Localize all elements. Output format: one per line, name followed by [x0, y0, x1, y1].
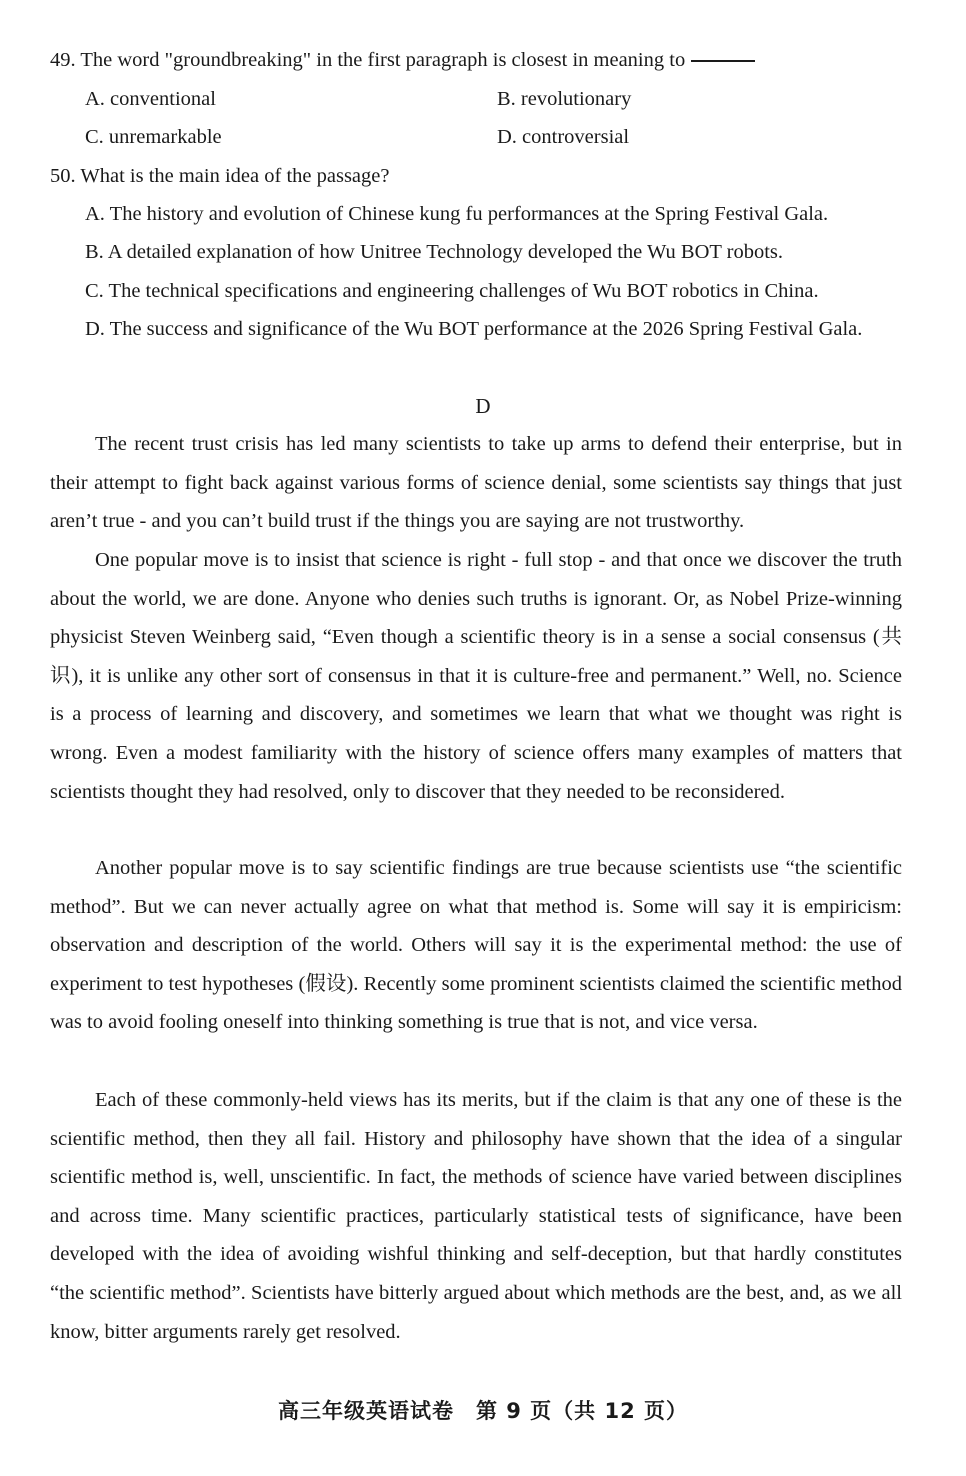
question-49-option-d: D. controversial: [497, 126, 630, 148]
question-49-option-a: A. conventional: [85, 88, 216, 110]
passage-paragraph-2: One popular move is to insist that science is right - full stop - and that once we discover the truth about the world, we are done. Anyone who denies such truths is ignorant. Or, as Nobel Prize-winning physicist Steven Weinberg said, “Even though a scientific theory is in a sense a social consensus (共识), it is unlike any other sort of consensus in that it is culture-free and permanent.” Well, no. Science is a process of learning and discovery, and sometimes we learn that what we thought was right is wrong. Even a modest familiarity with the history of science offers many examples of matters that scientists thought they had resolved, only to discover that they needed to be reconsidered.: [50, 549, 902, 803]
section-heading: D: [475, 394, 491, 418]
answer-blank: [691, 60, 755, 62]
question-50-option-c: C. The technical specifications and engineering challenges of Wu BOT robotics in China.: [85, 280, 819, 302]
question-50-option-b: B. A detailed explanation of how Unitree Technology developed the Wu BOT robots.: [85, 241, 784, 263]
question-49-option-c: C. unremarkable: [85, 126, 222, 148]
question-49-option-b: B. revolutionary: [497, 88, 632, 110]
passage-paragraph-3: Another popular move is to say scientific findings are true because scientists use “the scientific method”. But we can never actually agree on what that method is. Some will say it is empiricism: observation and description of the world. Others will say it is the experimental method: the use of experiment to test hypotheses (假设). Recently some prominent scientists claimed the scientific method was to avoid fooling oneself into thinking something is true that is not, and vice versa.: [50, 857, 902, 1034]
question-50-stem: 50. What is the main idea of the passage?: [50, 165, 390, 187]
page-footer: 高三年级英语试卷 第 9 页（共 12 页）: [277, 1399, 689, 1423]
passage-paragraph-4: Each of these commonly-held views has its merits, but if the claim is that any one of these is the scientific method, then they all fail. History and philosophy have shown that the idea of a singular scientific method is, well, unscientific. In fact, the methods of science have varied between disciplines and across time. Many scientific practices, particularly statistical tests of significance, have been developed with the idea of avoiding wishful thinking and self-deception, but that hardly constitutes “the scientific method”. Scientists have bitterly argued about which methods are the best, and, as we all know, bitter arguments rarely get resolved.: [50, 1089, 902, 1343]
question-50-option-d: D. The success and significance of the Wu BOT performance at the 2026 Spring Festival Gala.: [85, 318, 863, 340]
question-50-option-a: A. The history and evolution of Chinese kung fu performances at the Spring Festival Gala.: [85, 203, 829, 225]
question-49-stem-text: 49. The word "groundbreaking" in the first paragraph is closest in meaning to: [50, 49, 686, 71]
question-49-stem: [50, 46, 755, 74]
passage-paragraph-1: The recent trust crisis has led many scientists to take up arms to defend their enterprise, but in their attempt to fight back against various forms of science denial, some scientists say things that just aren’t true - and you can’t build trust if the things you are saying are not trustworthy.: [50, 433, 902, 533]
